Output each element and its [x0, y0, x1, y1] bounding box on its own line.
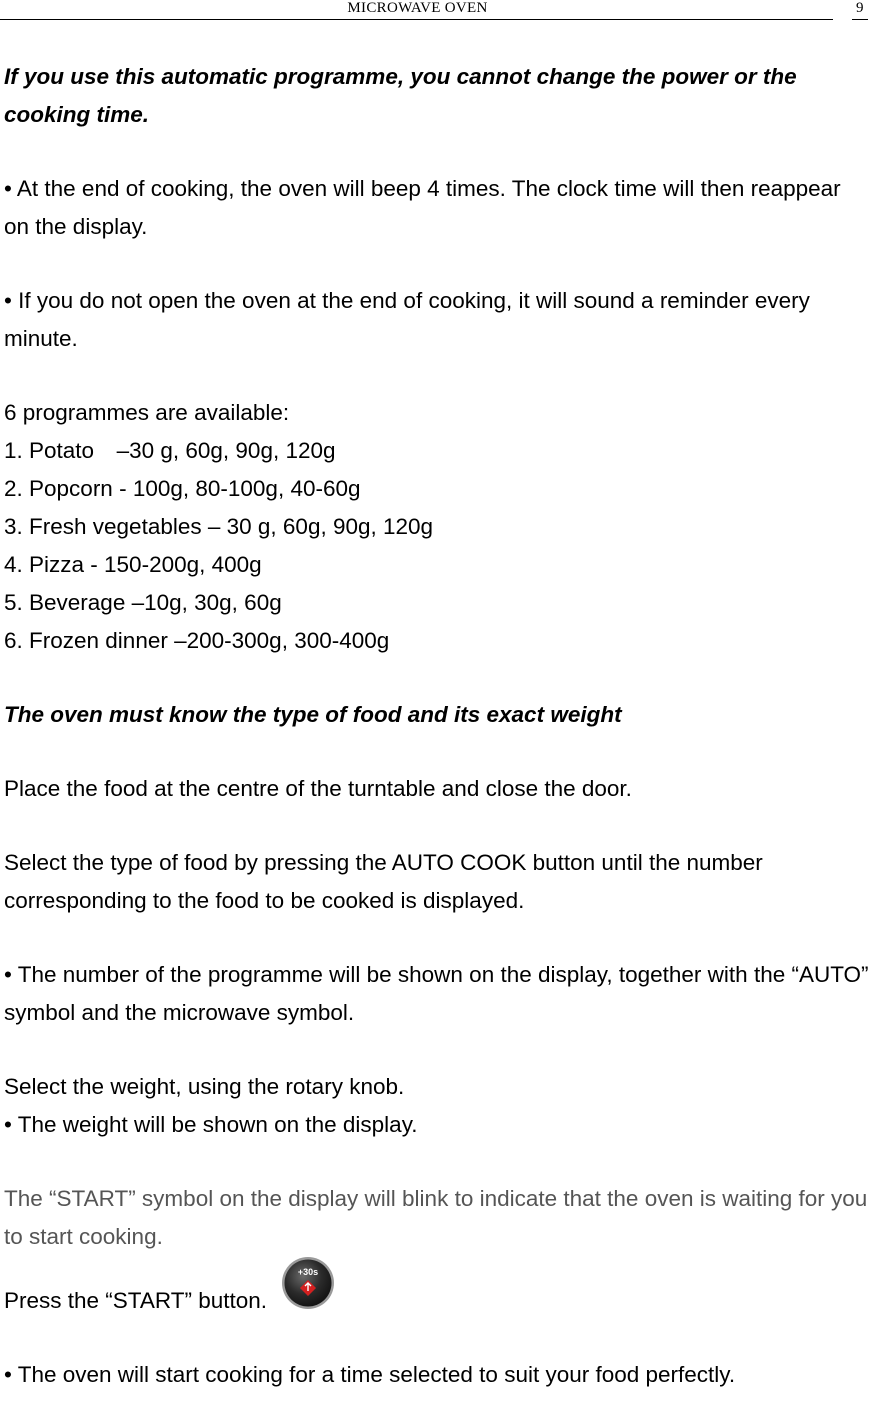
- programmes-intro: 6 programmes are available:: [4, 400, 290, 425]
- programme-item: 6. Frozen dinner –200-300g, 300-400g: [4, 628, 390, 653]
- start-blink-note: The “START” symbol on the display will blink to indicate that the oven is waiting for you to start cooking.: [4, 1186, 868, 1249]
- programme-item: 2. Popcorn - 100g, 80-100g, 40-60g: [4, 476, 361, 501]
- page-body: [4, 58, 869, 1394]
- spacer: [4, 358, 869, 394]
- note-weight: The oven must know the type of food and its exact weight: [4, 702, 622, 727]
- spacer: [4, 808, 869, 844]
- spacer: [4, 920, 869, 956]
- programme-item: 1. Potato –30 g, 60g, 90g, 120g: [4, 438, 336, 463]
- step-weight: Select the weight, using the rotary knob.: [4, 1074, 405, 1099]
- bullet-beep: • At the end of cooking, the oven will beep 4 times. The clock time will then reappear on the display.: [4, 176, 841, 239]
- programme-list: [4, 432, 869, 660]
- start-button-icon: [281, 1256, 335, 1310]
- bullet-reminder: • If you do not open the oven at the end of cooking, it will sound a reminder every minute.: [4, 288, 810, 351]
- step-select: Select the type of food by pressing the AUTO COOK button until the number corresponding to the food to be cooked is displayed.: [4, 850, 763, 913]
- header-title: MICROWAVE OVEN: [347, 0, 488, 16]
- bullet-start: • The oven will start cooking for a time selected to suit your food perfectly.: [4, 1362, 736, 1387]
- note-locked: If you use this automatic programme, you cannot change the power or the cooking time.: [4, 64, 797, 127]
- programme-item: 3. Fresh vegetables – 30 g, 60g, 90g, 120g: [4, 514, 434, 539]
- step-place: Place the food at the centre of the turntable and close the door.: [4, 776, 632, 801]
- programme-item: 4. Pizza - 150-200g, 400g: [4, 552, 262, 577]
- page-number: 9: [856, 0, 864, 16]
- spacer: [4, 134, 869, 170]
- spacer: [4, 734, 869, 770]
- page-number-rule: [852, 19, 868, 20]
- programme-item: 5. Beverage –10g, 30g, 60g: [4, 590, 282, 615]
- step-start: [4, 1256, 869, 1320]
- step-start-text: Press the “START” button.: [4, 1288, 268, 1313]
- header-rule: [0, 19, 833, 20]
- spacer: [4, 1320, 869, 1356]
- spacer: [4, 246, 869, 282]
- page-header: [0, 0, 869, 22]
- bullet-weight: • The weight will be shown on the display.: [4, 1112, 418, 1137]
- start-button-label: +30s: [297, 1267, 319, 1277]
- bullet-display: • The number of the programme will be shown on the display, together with the “AUTO” symbol and the microwave symbol.: [4, 962, 869, 1025]
- spacer: [4, 1032, 869, 1068]
- spacer: [4, 660, 869, 696]
- spacer: [4, 1144, 869, 1180]
